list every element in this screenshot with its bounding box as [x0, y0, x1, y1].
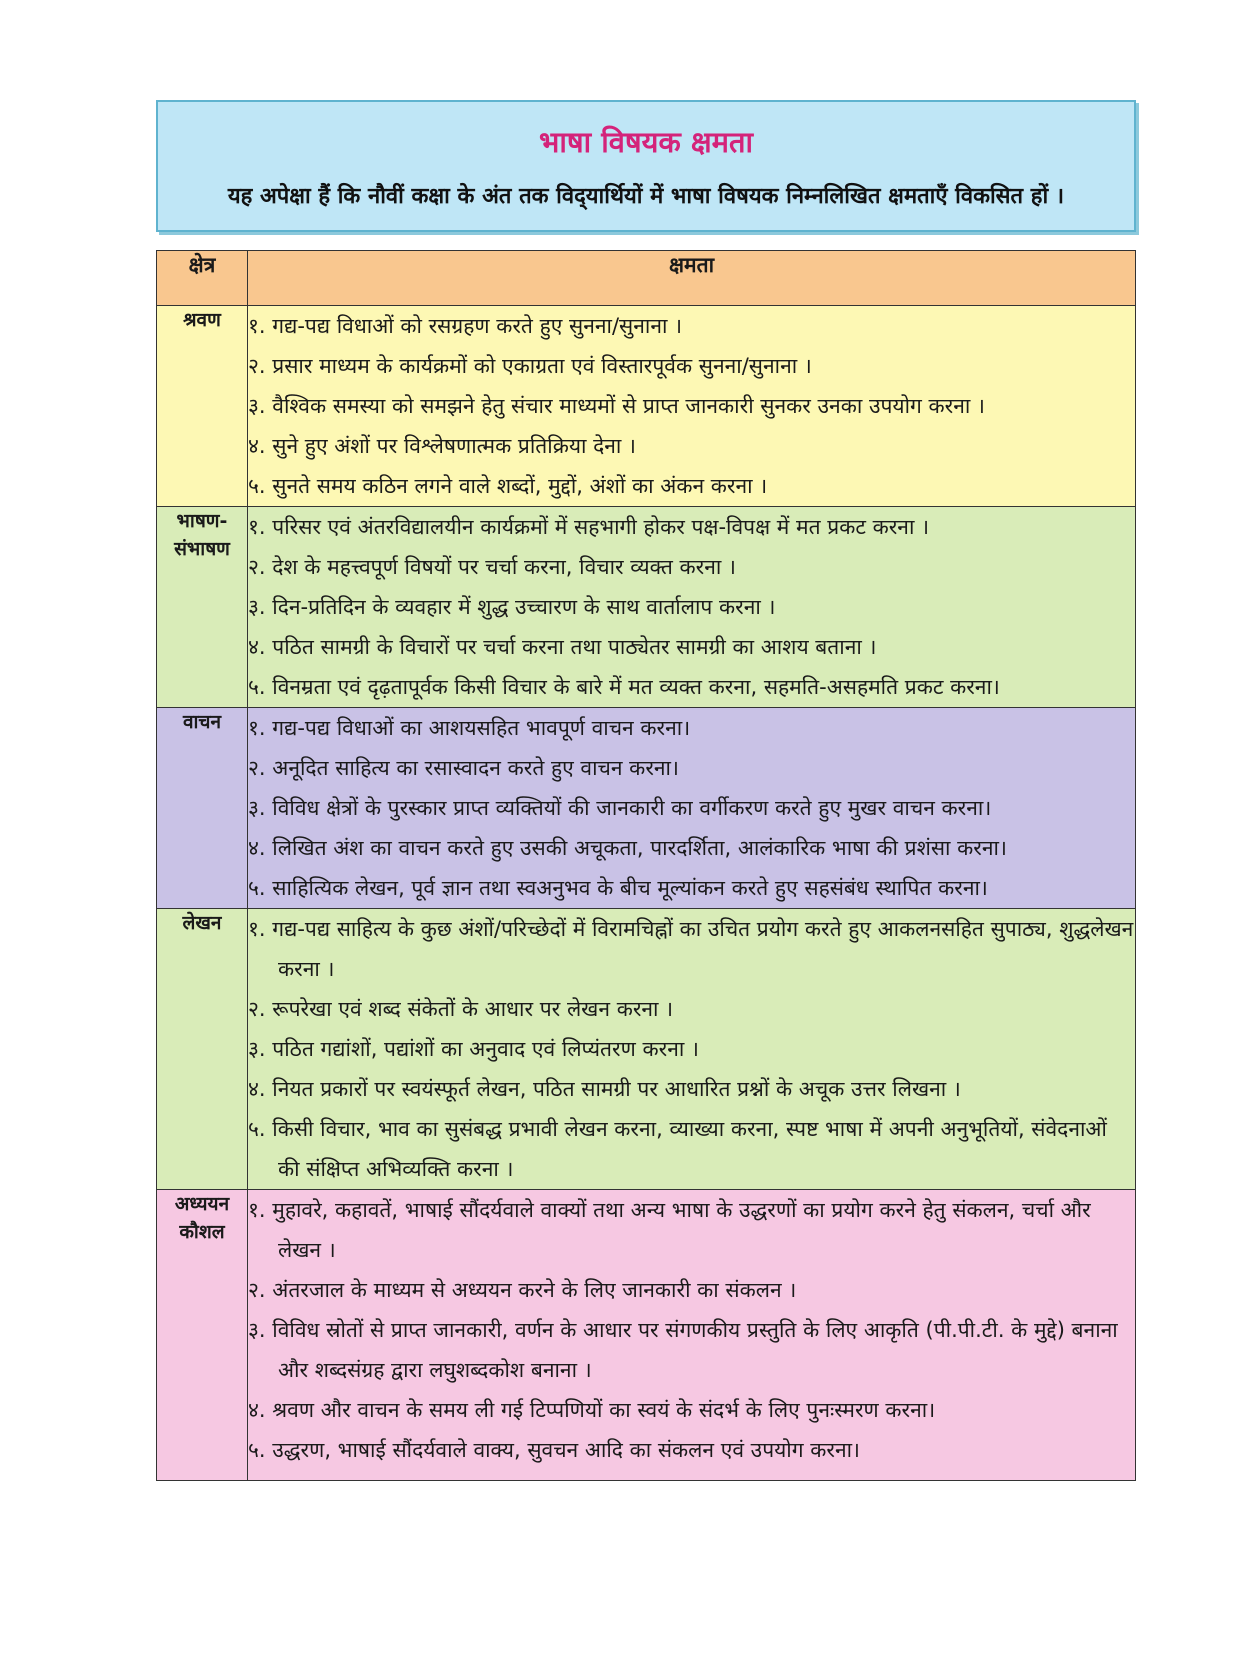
domain-label: श्रवण [183, 309, 221, 331]
domain-label: वाचन [182, 711, 222, 733]
domain-cell [157, 909, 248, 1190]
list-item: २. अंतरजाल के माध्यम से अध्ययन करने के लिए जानकारी का संकलन । [248, 1278, 797, 1302]
list-item: १. गद्य-पद्य विधाओं को रसग्रहण करते हुए सुनना/सुनाना । [248, 314, 683, 338]
list-item: २. अनूदित साहित्य का रसास्वादन करते हुए वाचन करना। [248, 756, 679, 780]
capability-table [156, 250, 1136, 1481]
list-item: ४. नियत प्रकारों पर स्वयंस्फूर्त लेखन, पठित सामग्री पर आधारित प्रश्नों के अचूक उत्तर लिखना । [248, 1077, 961, 1101]
list-item: ४. पठित सामग्री के विचारों पर चर्चा करना तथा पाठ्येतर सामग्री का आशय बताना । [248, 635, 877, 659]
list-item: २. रूपरेखा एवं शब्द संकेतों के आधार पर लेखन करना । [248, 997, 674, 1021]
list-item: ५. विनम्रता एवं दृढ़तापूर्वक किसी विचार के बारे में मत व्यक्त करना, सहमति-असहमति प्रकट करना। [248, 675, 1000, 699]
page-title: भाषा विषयक क्षमता [538, 125, 754, 159]
list-item: ३. पठित गद्यांशों, पद्यांशों का अनुवाद एवं लिप्यंतरण करना । [248, 1037, 699, 1061]
domain-cell [157, 708, 248, 909]
list-item: १. गद्य-पद्य विधाओं का आशयसहित भावपूर्ण वाचन करना। [248, 716, 691, 740]
list-item: ५. किसी विचार, भाव का सुसंबद्ध प्रभावी लेखन करना, व्याख्या करना, स्पष्ट भाषा में अपनी अनुभूतियों, संवेदनाओं की संक्षिप्त अभिव्यक्ति करना । [248, 1117, 1107, 1181]
list-item: ३. विविध क्षेत्रों के पुरस्कार प्राप्त व्यक्तियों की जानकारी का वर्गीकरण करते हुए मुखर वाचन करना। [248, 796, 992, 820]
list-item: ५. साहित्यिक लेखन, पूर्व ज्ञान तथा स्वअनुभव के बीच मूल्यांकन करते हुए सहसंबंध स्थापित करना। [248, 876, 988, 900]
items-cell [248, 507, 1136, 708]
list-item: ३. वैश्विक समस्या को समझने हेतु संचार माध्यमों से प्राप्त जानकारी सुनकर उनका उपयोग करना । [248, 394, 985, 418]
domain-label: संभाषण [174, 538, 230, 560]
list-item: ४. श्रवण और वाचन के समय ली गई टिप्पणियों का स्वयं के संदर्भ के लिए पुनःस्मरण करना। [248, 1398, 936, 1422]
table-row-adhyayan [157, 1190, 1136, 1481]
items-cell [248, 306, 1136, 507]
list-item: ५. सुनते समय कठिन लगने वाले शब्दों, मुद्दों, अंशों का अंकन करना । [248, 474, 768, 498]
table-header-row [157, 251, 1136, 306]
header-box [156, 100, 1136, 232]
list-item: २. प्रसार माध्यम के कार्यक्रमों को एकाग्रता एवं विस्तारपूर्वक सुनना/सुनाना । [248, 354, 812, 378]
table-row-bhashan [157, 507, 1136, 708]
list-item: २. देश के महत्त्वपूर्ण विषयों पर चर्चा करना, विचार व्यक्त करना । [248, 555, 737, 579]
items-cell [248, 909, 1136, 1190]
list-item: १. गद्य-पद्य साहित्य के कुछ अंशों/परिच्छेदों में विरामचिह्नों का उचित प्रयोग करते हुए आकलनसहित सुपाठ्य, शुद्धलेखन करना । [248, 917, 1134, 981]
table-row-lekhan [157, 909, 1136, 1190]
list-item: १. मुहावरे, कहावतें, भाषाई सौंदर्यवाले वाक्यों तथा अन्य भाषा के उद्धरणों का प्रयोग करने हेतु संकलन, चर्चा और लेखन । [248, 1198, 1091, 1262]
table-row-vachan [157, 708, 1136, 909]
list-item: ३. दिन-प्रतिदिन के व्यवहार में शुद्ध उच्चारण के साथ वार्तालाप करना । [248, 595, 776, 619]
domain-cell [157, 1190, 248, 1481]
domain-label: अध्ययन [174, 1193, 230, 1215]
column-header-domain: क्षेत्र [157, 251, 248, 306]
list-item: १. परिसर एवं अंतरविद्यालयीन कार्यक्रमों में सहभागी होकर पक्ष-विपक्ष में मत प्रकट करना । [248, 515, 930, 539]
items-cell [248, 1190, 1136, 1481]
list-item: ५. उद्धरण, भाषाई सौंदर्यवाले वाक्य, सुवचन आदि का संकलन एवं उपयोग करना। [248, 1438, 861, 1462]
list-item: ३. विविध स्रोतों से प्राप्त जानकारी, वर्णन के आधार पर संगणकीय प्रस्तुति के लिए आकृति (पी.पी.टी. के मुद्दे) बनाना और शब्दसंग्रह द्वारा लघुशब्दकोश बनाना । [248, 1318, 1118, 1382]
domain-cell [157, 306, 248, 507]
domain-label: भाषण- [176, 510, 228, 532]
table-row-shravan [157, 306, 1136, 507]
domain-label: कौशल [179, 1221, 225, 1243]
page-subtitle: यह अपेक्षा हैं कि नौवीं कक्षा के अंत तक विद्‌यार्थियों में भाषा विषयक निम्नलिखित क्षमताएँ विकसित हों । [227, 184, 1065, 209]
list-item: ४. सुने हुए अंशों पर विश्लेषणात्मक प्रतिक्रिया देना । [248, 434, 636, 458]
domain-cell [157, 507, 248, 708]
list-item: ४. लिखित अंश का वाचन करते हुए उसकी अचूकता, पारदर्शिता, आलंकारिक भाषा की प्रशंसा करना। [248, 836, 1007, 860]
domain-label: लेखन [182, 912, 222, 934]
items-cell [248, 708, 1136, 909]
column-header-capability: क्षमता [248, 251, 1136, 306]
